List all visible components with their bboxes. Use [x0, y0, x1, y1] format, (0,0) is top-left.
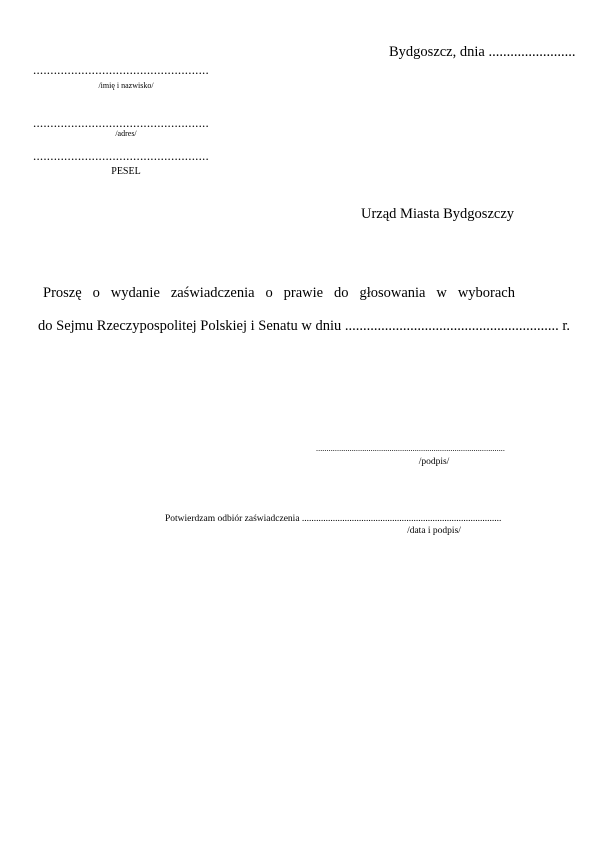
signature-line[interactable]: ..........................................................................................: [316, 444, 505, 453]
address-field-caption: /adres/: [115, 129, 137, 138]
request-word: zaświadczenia: [170, 285, 255, 301]
request-word: wyborach: [457, 285, 515, 301]
pesel-field-line[interactable]: ...................................................: [33, 148, 209, 163]
name-field-caption: /imię i nazwisko/: [98, 81, 154, 90]
receipt-confirmation-line[interactable]: Potwierdzam odbiór zaświadczenia ....................................................................................: [165, 514, 502, 524]
request-line-2[interactable]: do Sejmu Rzeczypospolitej Polskiej i Senatu w dniu ........................................................... r.: [38, 318, 571, 334]
request-word: prawie: [283, 285, 324, 301]
name-field-line[interactable]: ...................................................: [33, 62, 209, 77]
signature-caption: /podpis/: [418, 457, 450, 467]
request-word: Proszę: [43, 285, 82, 301]
address-field-line[interactable]: ...................................................: [33, 115, 209, 130]
request-word: o: [92, 285, 100, 301]
recipient-office: Urząd Miasta Bydgoszczy: [361, 206, 515, 222]
request-word: o: [265, 285, 273, 301]
request-line-1: [43, 285, 515, 302]
receipt-confirmation-caption: /data i podpis/: [407, 526, 461, 536]
request-word: do: [334, 285, 349, 301]
city-date-line: Bydgoszcz, dnia ........................: [389, 44, 576, 60]
request-word: głosowania: [359, 285, 426, 301]
request-word: wydanie: [110, 285, 160, 301]
pesel-field-caption: PESEL: [111, 166, 141, 177]
request-word: w: [436, 285, 447, 301]
